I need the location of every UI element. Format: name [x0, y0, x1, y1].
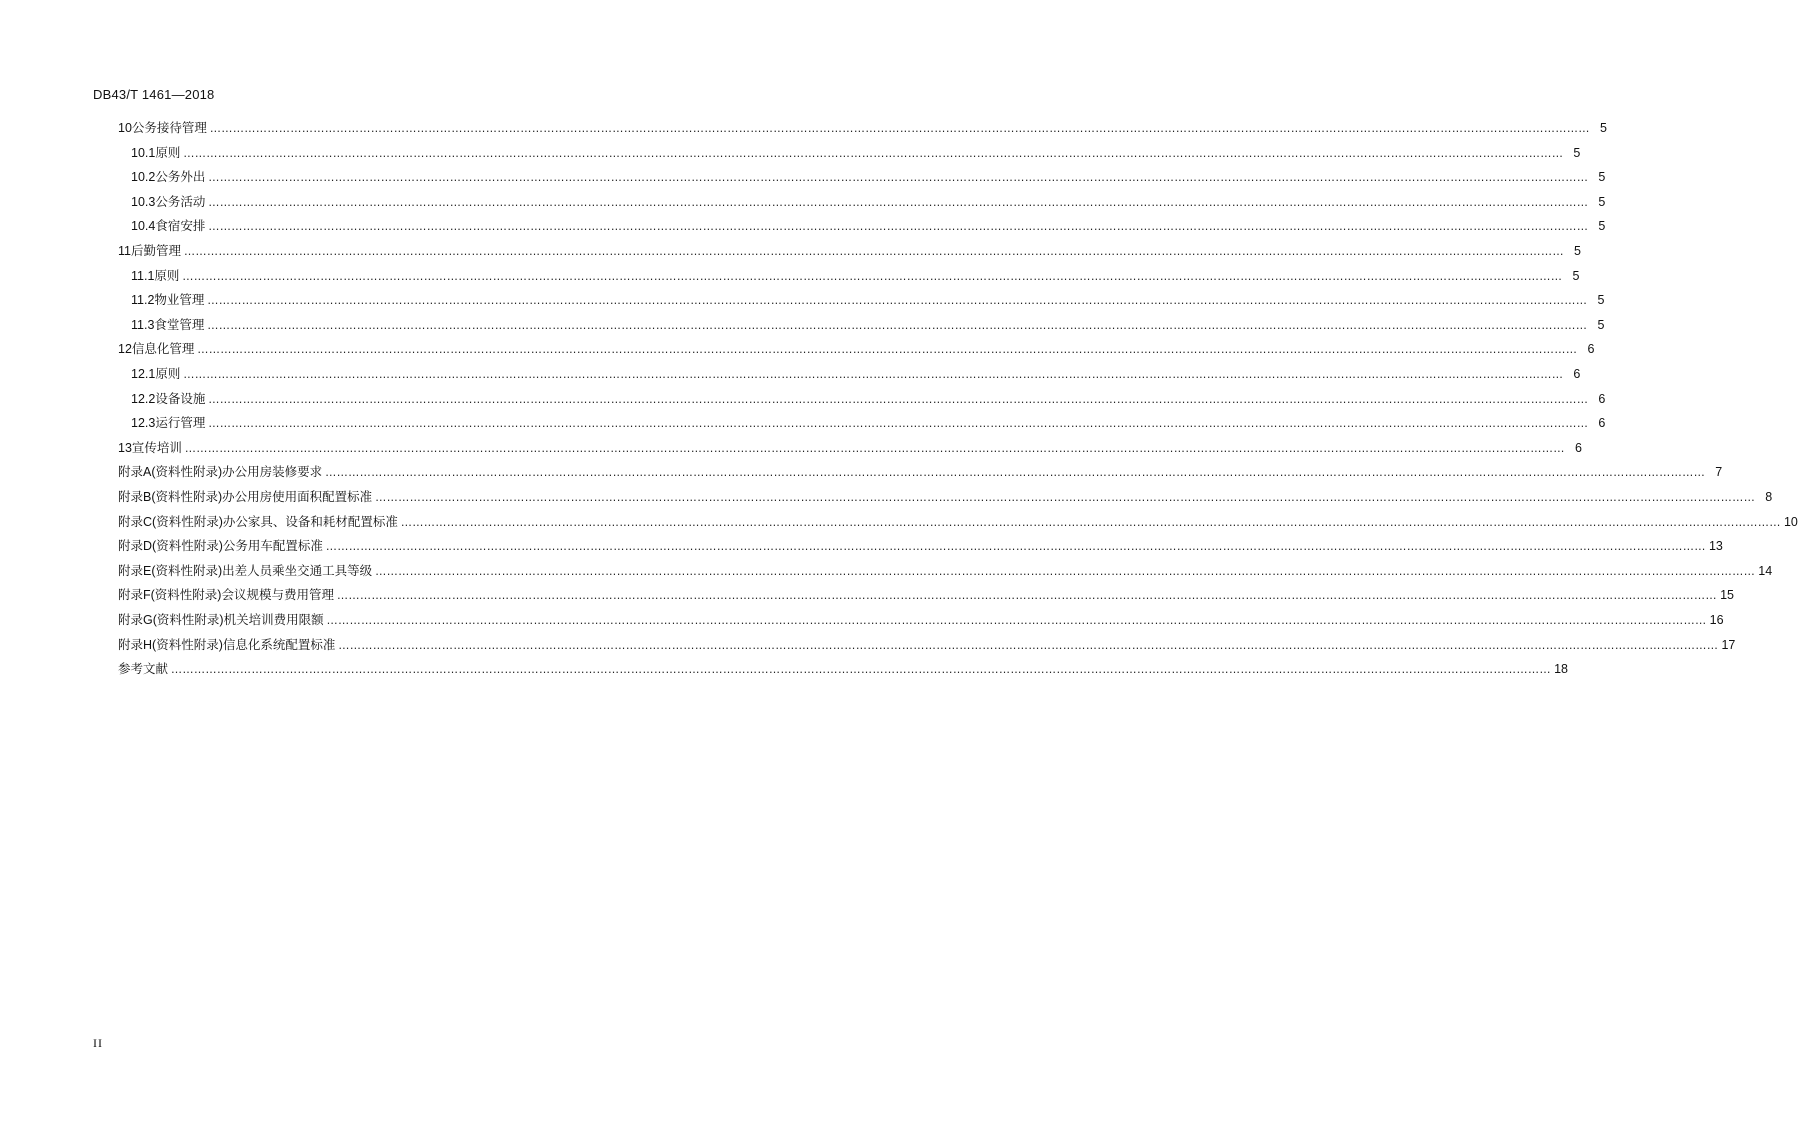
- toc-entry-number: 附录B(资料性附录): [118, 490, 223, 504]
- toc-entry-number: 附录H(资料性附录): [118, 637, 223, 652]
- toc-entry-page: 5: [1597, 317, 1605, 332]
- toc-entry-page: 6: [1598, 391, 1606, 406]
- toc-dot-leader: ………………………………………………………………………………………………………………………………………………………………………………………………………………………………………………………………………………………………………………………………: [325, 466, 1706, 480]
- toc-entry-page: 7: [1715, 465, 1723, 480]
- toc-entry-title: 公务用车配置标准: [222, 538, 323, 554]
- toc-entry-title: 机关培训费用限额: [223, 612, 324, 627]
- toc-entry-title: 后勤管理: [130, 243, 181, 258]
- toc-entry-page: 6: [1587, 342, 1595, 357]
- toc-entry-title: 原则: [154, 267, 180, 283]
- toc-entry-number: 12.2: [131, 391, 156, 406]
- toc-entry[interactable]: [131, 266, 1580, 286]
- toc-entry-number: 11: [118, 244, 131, 258]
- toc-dot-leader: ………………………………………………………………………………………………………………………………………………………………………………………………………………………………………………………………………………………………………………………………: [184, 245, 1564, 258]
- toc-entry-page: 8: [1765, 490, 1773, 504]
- document-code: DB43/T 1461—2018: [93, 87, 215, 102]
- toc-entry-title: 公务接待管理: [131, 120, 207, 135]
- toc-entry[interactable]: [131, 364, 1581, 384]
- toc-entry-title: 食堂管理: [154, 316, 205, 332]
- toc-entry-number: 附录F(资料性附录): [118, 588, 222, 603]
- toc-entry-title: 原则: [155, 144, 181, 160]
- toc-entry-page: 5: [1573, 145, 1581, 160]
- toc-entry-page: 6: [1573, 367, 1581, 381]
- toc-entry-number: 附录A(资料性附录): [118, 465, 223, 480]
- toc-entry-title: 出差人员乘坐交通工具等级: [222, 562, 373, 578]
- toc-entry[interactable]: [118, 659, 1569, 679]
- toc-entry-page: 5: [1598, 170, 1606, 185]
- toc-entry[interactable]: [131, 290, 1605, 310]
- toc-entry-number: 10.3: [131, 194, 156, 209]
- toc-dot-leader: ………………………………………………………………………………………………………………………………………………………………………………………………………………………………………………………………………………………………………………………………: [207, 318, 1588, 332]
- toc-entry-number: 13: [118, 440, 132, 455]
- toc-entry-title: 设备设施: [155, 390, 206, 406]
- toc-entry-number: 10.1: [131, 145, 156, 160]
- toc-entry[interactable]: [118, 487, 1773, 507]
- toc-entry-number: 11.1: [131, 268, 155, 283]
- toc-dot-leader: ………………………………………………………………………………………………………………………………………………………………………………………………………………………………………………………………………………………………………………………………: [208, 171, 1589, 185]
- toc-entry-title: 参考文献: [118, 661, 169, 677]
- toc-entry-title: 信息化管理: [131, 341, 195, 357]
- toc-entry-title: 宣传培训: [131, 439, 182, 455]
- toc-dot-leader: ………………………………………………………………………………………………………………………………………………………………………………………………………………………………………………………………………………………………………………………………: [209, 122, 1590, 135]
- toc-dot-leader: ………………………………………………………………………………………………………………………………………………………………………………………………………………………………………………………………………………………………………………………………: [182, 269, 1563, 283]
- toc-entry-number: 附录E(资料性附录): [118, 563, 223, 578]
- toc-entry-title: 办公用房装修要求: [222, 464, 323, 480]
- toc-entry-number: 附录D(资料性附录): [118, 539, 223, 554]
- toc-dot-leader: ………………………………………………………………………………………………………………………………………………………………………………………………………………………………………………………………………………………………………………………………: [197, 343, 1578, 357]
- toc-entry-page: 14: [1758, 563, 1773, 578]
- toc-entry[interactable]: [118, 536, 1723, 556]
- toc-entry-title: 办公家具、设备和耗材配置标准: [222, 513, 398, 529]
- toc-dot-leader: ………………………………………………………………………………………………………………………………………………………………………………………………………………………………………………………………………………………………………………………………: [208, 195, 1589, 209]
- toc-entry[interactable]: [118, 438, 1582, 458]
- toc-entry-title: 公务活动: [155, 193, 206, 209]
- toc-entry-number: 10.4: [131, 219, 156, 234]
- toc-entry-number: 10.2: [131, 170, 156, 185]
- toc-entry-page: 6: [1598, 416, 1606, 431]
- toc-entry[interactable]: [131, 315, 1605, 335]
- toc-dot-leader: ………………………………………………………………………………………………………………………………………………………………………………………………………………………………………………………………………………………………………………………………: [325, 540, 1706, 554]
- toc-entry-number: 附录C(资料性附录): [118, 514, 223, 529]
- toc-entry-page: 5: [1598, 219, 1606, 234]
- toc-entry[interactable]: [118, 561, 1773, 581]
- toc-entry-number: 12.3: [131, 416, 156, 431]
- toc-dot-leader: ………………………………………………………………………………………………………………………………………………………………………………………………………………………………………………………………………………………………………………………………: [183, 146, 1564, 160]
- toc-entry[interactable]: [118, 339, 1595, 359]
- toc-entry-number: 附录G(资料性附录): [118, 613, 224, 627]
- toc-entry[interactable]: [118, 241, 1581, 261]
- toc-entry-page: 15: [1720, 588, 1734, 603]
- toc-entry-page: 5: [1574, 244, 1581, 258]
- toc-entry[interactable]: [118, 635, 1736, 655]
- toc-dot-leader: ………………………………………………………………………………………………………………………………………………………………………………………………………………………………………………………………………………………………………………………………: [171, 663, 1552, 677]
- toc-entry-title: 办公用房使用面积配置标准: [222, 489, 373, 504]
- toc-dot-leader: ………………………………………………………………………………………………………………………………………………………………………………………………………………………………………………………………………………………………………………………………: [183, 368, 1564, 381]
- toc-entry-title: 食宿安排: [155, 218, 206, 234]
- toc-entry[interactable]: [131, 143, 1581, 163]
- toc-dot-leader: ………………………………………………………………………………………………………………………………………………………………………………………………………………………………………………………………………………………………………………………………: [375, 491, 1756, 504]
- toc-entry[interactable]: [118, 610, 1724, 630]
- toc-entry-page: 13: [1708, 539, 1723, 554]
- toc-entry-number: 11.2: [131, 293, 155, 308]
- toc-entry[interactable]: [131, 389, 1606, 409]
- page-number-footer: II: [93, 1036, 103, 1050]
- toc-dot-leader: ………………………………………………………………………………………………………………………………………………………………………………………………………………………………………………………………………………………………………………………………: [336, 589, 1717, 603]
- toc-entry-page: 6: [1574, 440, 1582, 455]
- toc-entry-page: 5: [1597, 293, 1605, 308]
- toc-entry-number: 10: [118, 121, 132, 135]
- toc-entry[interactable]: [118, 118, 1607, 138]
- toc-entry[interactable]: [131, 192, 1606, 212]
- toc-entry-page: 18: [1554, 662, 1569, 677]
- toc-entry-title: 会议规模与费用管理: [221, 587, 334, 603]
- toc-dot-leader: ………………………………………………………………………………………………………………………………………………………………………………………………………………………………………………………………………………………………………………………………: [326, 614, 1707, 627]
- toc-entry[interactable]: [131, 216, 1606, 236]
- toc-entry-page: 17: [1721, 637, 1736, 652]
- toc-dot-leader: ………………………………………………………………………………………………………………………………………………………………………………………………………………………………………………………………………………………………………………………………: [338, 638, 1719, 652]
- toc-dot-leader: ………………………………………………………………………………………………………………………………………………………………………………………………………………………………………………………………………………………………………………………………: [184, 441, 1565, 455]
- toc-dot-leader: ………………………………………………………………………………………………………………………………………………………………………………………………………………………………………………………………………………………………………………………………: [400, 515, 1781, 529]
- toc-dot-leader: ………………………………………………………………………………………………………………………………………………………………………………………………………………………………………………………………………………………………………………………………: [208, 417, 1589, 431]
- toc-dot-leader: ………………………………………………………………………………………………………………………………………………………………………………………………………………………………………………………………………………………………………………………………: [208, 392, 1589, 406]
- toc-entry-page: 5: [1598, 194, 1606, 209]
- toc-dot-leader: ………………………………………………………………………………………………………………………………………………………………………………………………………………………………………………………………………………………………………………………………: [375, 564, 1756, 578]
- toc-entry-title: 原则: [155, 366, 181, 381]
- toc-entry[interactable]: [131, 167, 1606, 187]
- toc-dot-leader: ………………………………………………………………………………………………………………………………………………………………………………………………………………………………………………………………………………………………………………………………: [207, 294, 1588, 308]
- toc-entry-number: 12: [118, 342, 132, 357]
- toc-entry-number: 11.3: [131, 317, 155, 332]
- toc-entry-title: 公务外出: [155, 169, 206, 185]
- toc-entry-page: 10: [1783, 514, 1798, 529]
- toc-entry-number: 12.1: [131, 367, 156, 381]
- toc-entry-page: 16: [1709, 613, 1724, 627]
- toc-entry-title: 运行管理: [155, 415, 206, 431]
- toc-entry[interactable]: [131, 413, 1606, 433]
- toc-entry-page: 5: [1572, 268, 1580, 283]
- toc-entry[interactable]: [118, 462, 1723, 482]
- toc-entry-title: 信息化系统配置标准: [222, 636, 336, 652]
- toc-entry-title: 物业管理: [154, 292, 205, 308]
- toc-entry[interactable]: [118, 512, 1798, 532]
- toc-entry-page: 5: [1599, 121, 1607, 135]
- toc-entry[interactable]: [118, 585, 1734, 605]
- toc-dot-leader: ………………………………………………………………………………………………………………………………………………………………………………………………………………………………………………………………………………………………………………………………: [208, 220, 1589, 234]
